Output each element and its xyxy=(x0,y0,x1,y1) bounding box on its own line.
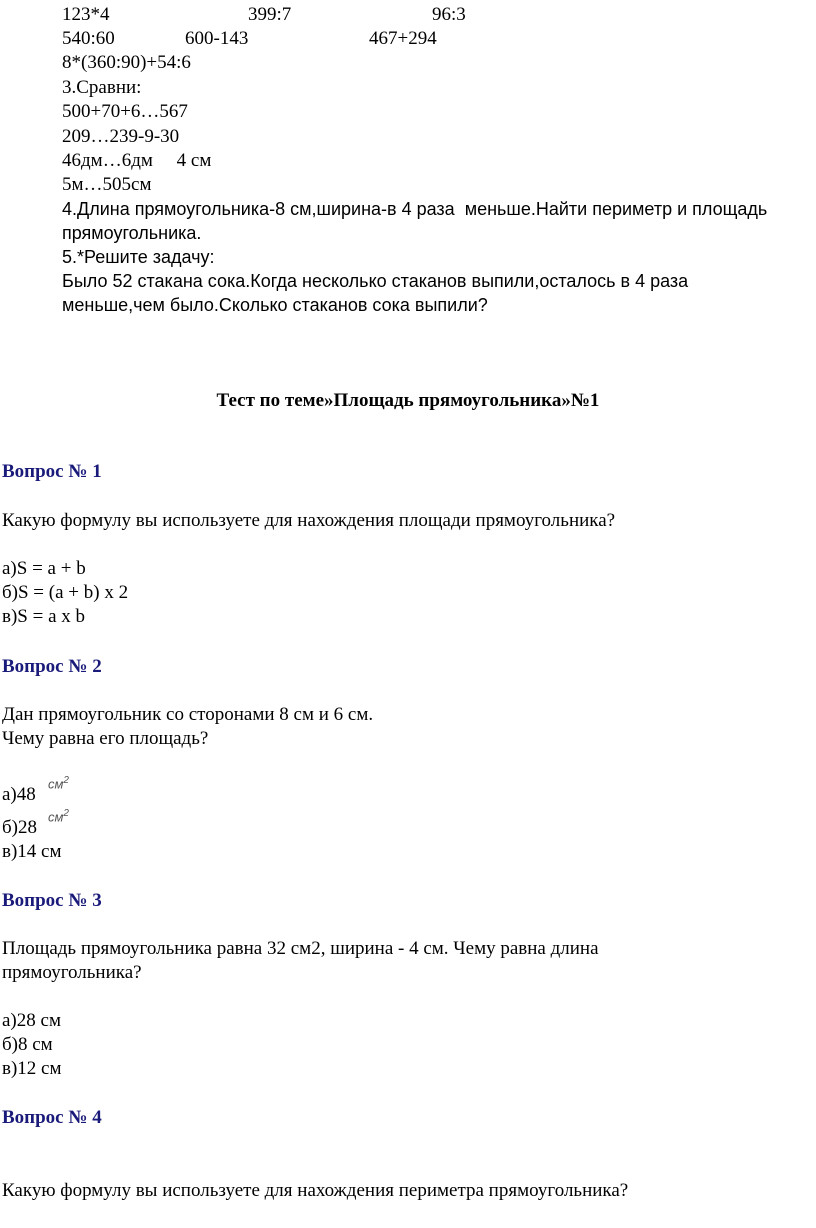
exercise-2-2: 600-143 xyxy=(185,28,249,49)
test-title: Тест по теме»Площадь прямоугольника»№1 xyxy=(216,390,600,411)
compare-item-4: 5м…505см xyxy=(62,174,152,195)
task5-line-1: Было 52 стакана сока.Когда несколько стаканов выпили,осталось в 4 раза xyxy=(62,271,689,291)
question-4-label: Вопрос № 4 xyxy=(2,1107,102,1128)
question-1-option-b: б)S = (a + b) x 2 xyxy=(2,582,129,603)
exercise-1-1: 123*4 xyxy=(62,4,110,25)
question-2-option-a: а)48 xyxy=(2,784,36,805)
exercise-1-3: 96:3 xyxy=(432,4,466,25)
compare-item-1: 500+70+6…567 xyxy=(62,101,188,122)
expression: 8*(360:90)+54:6 xyxy=(62,52,191,73)
task3-title: 3.Сравни: xyxy=(62,77,142,98)
question-2-text-2: Чему равна его площадь? xyxy=(2,728,209,749)
exercise-2-3: 467+294 xyxy=(369,28,437,49)
exercise-2-1: 540:60 xyxy=(62,28,115,49)
question-2-option-c: в)14 см xyxy=(2,841,62,862)
question-3-option-a: а)28 см xyxy=(2,1010,61,1031)
question-3-text-2: прямоугольника? xyxy=(2,962,142,983)
task5-line-2: меньше,чем было.Сколько стаканов сока выпили? xyxy=(62,295,488,315)
task4-line-1: 4.Длина прямоугольника-8 см,ширина-в 4 раза меньше.Найти периметр и площадь xyxy=(62,199,768,219)
question-3-label: Вопрос № 3 xyxy=(2,890,102,911)
question-1-option-a: а)S = a + b xyxy=(2,558,86,579)
question-1-option-c: в)S = a x b xyxy=(2,606,86,627)
question-3-text-1: Площадь прямоугольника равна 32 см2, ширина - 4 см. Чему равна длина xyxy=(2,938,599,959)
question-1-label: Вопрос № 1 xyxy=(2,461,102,482)
question-2-text-1: Дан прямоугольник со сторонами 8 см и 6 см. xyxy=(2,704,374,725)
question-3-option-b: б)8 см xyxy=(2,1034,53,1055)
unit-cm2-image: $см^2$ xyxy=(48,775,69,792)
question-4-text: Какую формулу вы используете для нахождения периметра прямоугольника? xyxy=(2,1180,629,1201)
question-3-option-c: в)12 см xyxy=(2,1058,62,1079)
exercise-1-2: 399:7 xyxy=(248,4,292,25)
task4-line-2: прямоугольника. xyxy=(62,223,202,243)
question-2-label: Вопрос № 2 xyxy=(2,656,102,677)
compare-item-2: 209…239-9-30 xyxy=(62,126,180,147)
question-1-text: Какую формулу вы используете для нахождения площади прямоугольника? xyxy=(2,510,616,531)
task5-title: 5.*Решите задачу: xyxy=(62,247,215,267)
question-2-option-b: б)28 xyxy=(2,817,37,838)
unit-cm2-image: $см^2$ xyxy=(48,808,69,825)
compare-item-3: 46дм…6дм 4 см xyxy=(62,150,212,171)
